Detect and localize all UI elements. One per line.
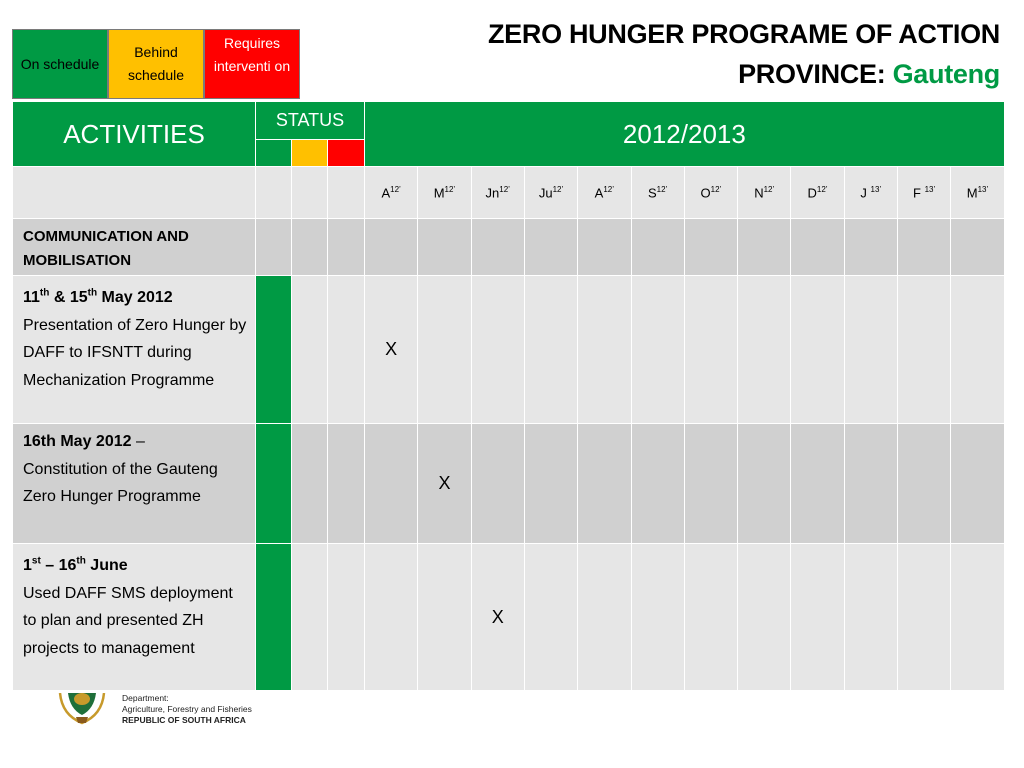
month-col-9 [844, 167, 897, 219]
month-label: O [700, 185, 711, 201]
month-cell [365, 544, 418, 691]
month-cell [844, 424, 897, 544]
month-cell [897, 544, 950, 691]
month-label: A [381, 185, 391, 201]
schedule-mark: X [365, 276, 418, 424]
month-cell [951, 424, 1004, 544]
coat-of-arms-icon [56, 693, 108, 727]
date-part: June [85, 557, 128, 575]
legend-requires-intervention-label: Requires interventi on [213, 35, 291, 74]
month-year: 12’ [390, 184, 401, 194]
month-cell [524, 219, 577, 276]
program-table [12, 101, 1005, 691]
status-cell [328, 544, 365, 691]
month-cell [578, 544, 631, 691]
month-col-7 [738, 167, 791, 219]
month-cell [684, 424, 737, 544]
date-part: & 15 [49, 289, 88, 307]
month-cell [578, 424, 631, 544]
month-cell [524, 544, 577, 691]
month-cell [738, 544, 791, 691]
month-year: 12’ [763, 184, 775, 194]
dept-line2: Agriculture, Forestry and Fisheries [122, 704, 252, 714]
status-header: STATUS [256, 102, 365, 140]
month-year: 13’ [977, 184, 989, 194]
month-cell [631, 544, 684, 691]
month-cell [791, 276, 844, 424]
activity-date [23, 289, 173, 306]
month-label: Jn [485, 185, 500, 201]
date-part: – [131, 433, 145, 450]
status-cell [292, 219, 328, 276]
month-cell [738, 219, 791, 276]
month-cell [418, 219, 471, 276]
status-cell [256, 167, 292, 219]
month-year: 13’ [924, 184, 936, 194]
month-col-11 [951, 167, 1004, 219]
status-cell [256, 219, 292, 276]
activity-description [13, 276, 256, 424]
legend-requires-intervention [204, 29, 300, 99]
month-cell [897, 424, 950, 544]
month-cell [951, 219, 1004, 276]
activity-row [13, 544, 1005, 691]
month-cell [791, 219, 844, 276]
months-row [13, 167, 1005, 219]
legend-behind-schedule-label: Behind schedule [127, 44, 185, 83]
month-year: 12’ [499, 184, 510, 194]
month-year: 12’ [444, 184, 456, 194]
month-cell [738, 424, 791, 544]
month-cell [578, 276, 631, 424]
status-cell [292, 424, 328, 544]
status-swatch-green [256, 140, 292, 167]
month-cell [471, 219, 524, 276]
status-swatch-amber [292, 140, 328, 167]
activity-text: Constitution of the Gauteng Zero Hunger Programme [23, 460, 218, 505]
status-on-schedule [256, 544, 292, 691]
month-col-8 [791, 167, 844, 219]
month-cell [951, 276, 1004, 424]
department-name [122, 693, 252, 726]
title-line2 [488, 54, 1000, 94]
months-row-label [13, 167, 256, 219]
month-year: 12’ [816, 184, 828, 194]
status-cell [292, 167, 328, 219]
month-cell [951, 544, 1004, 691]
month-year: 12’ [603, 184, 615, 194]
month-year: 12’ [656, 184, 668, 194]
month-cell [684, 544, 737, 691]
month-cell [791, 424, 844, 544]
month-label: M [966, 185, 978, 201]
dept-country: REPUBLIC OF SOUTH AFRICA [122, 715, 246, 725]
schedule-mark: X [418, 424, 471, 544]
province-label: PROVINCE: [738, 59, 893, 89]
month-cell [471, 424, 524, 544]
month-label: A [594, 185, 604, 201]
month-cell [418, 276, 471, 424]
month-cell [684, 219, 737, 276]
month-cell [631, 219, 684, 276]
month-cell [524, 424, 577, 544]
month-label: J [860, 185, 871, 201]
activity-description [13, 544, 256, 691]
month-col-3 [524, 167, 577, 219]
month-label: Ju [538, 185, 553, 201]
date-part: – 16 [40, 557, 77, 575]
date-part: 1 [23, 557, 32, 575]
department-logo [56, 693, 252, 727]
title-line1: ZERO HUNGER PROGRAME OF ACTION [487, 19, 1000, 49]
activity-date: 16th May 2012 [23, 433, 132, 450]
month-label: S [647, 185, 657, 201]
month-label: D [807, 185, 817, 201]
month-col-5 [631, 167, 684, 219]
month-cell [631, 424, 684, 544]
activity-description [13, 424, 256, 544]
month-cell [365, 219, 418, 276]
status-cell [328, 219, 365, 276]
month-cell [844, 544, 897, 691]
month-col-4 [578, 167, 631, 219]
month-col-6 [684, 167, 737, 219]
month-cell [684, 276, 737, 424]
month-cell [578, 219, 631, 276]
month-cell [738, 276, 791, 424]
date-sup: th [39, 288, 50, 299]
section-row [13, 219, 1005, 276]
month-cell [897, 219, 950, 276]
month-cell [631, 276, 684, 424]
activity-date [23, 557, 128, 574]
legend-on-schedule [12, 29, 108, 99]
status-on-schedule [256, 276, 292, 424]
month-year: 12’ [710, 184, 722, 194]
status-cell [328, 424, 365, 544]
activities-header: ACTIVITIES [13, 102, 256, 167]
month-col-10 [897, 167, 950, 219]
month-cell [365, 424, 418, 544]
province-value: Gauteng [892, 59, 1000, 89]
month-label: M [433, 185, 445, 201]
date-part: 11 [23, 289, 40, 307]
month-year: 13’ [870, 184, 882, 194]
activity-row [13, 276, 1005, 424]
section-title: COMMUNICATION AND MOBILISATION [13, 219, 256, 276]
period-header: 2012/2013 [365, 102, 1005, 167]
status-cell [328, 167, 365, 219]
status-cell [292, 276, 328, 424]
month-col-1 [418, 167, 471, 219]
activity-text: Used DAFF SMS deployment to plan and presented ZH projects to management [23, 584, 233, 657]
schedule-mark: X [471, 544, 524, 691]
month-cell [418, 544, 471, 691]
month-label: N [754, 185, 764, 201]
status-legend [12, 29, 300, 99]
date-sup: th [76, 556, 86, 567]
status-swatch-red [328, 140, 365, 167]
date-sup: th [87, 288, 98, 299]
status-on-schedule [256, 424, 292, 544]
month-cell [844, 219, 897, 276]
date-sup: st [31, 556, 41, 567]
date-part: May 2012 [97, 289, 173, 307]
month-cell [791, 544, 844, 691]
month-cell [471, 276, 524, 424]
month-cell [897, 276, 950, 424]
status-cell [328, 276, 365, 424]
page-title [488, 14, 1000, 94]
dept-line1: Department: [122, 693, 169, 703]
status-cell [292, 544, 328, 691]
month-col-0 [365, 167, 418, 219]
month-col-2 [471, 167, 524, 219]
month-year: 12’ [552, 184, 564, 194]
activity-text: Presentation of Zero Hunger by DAFF to IFSNTT during Mechanization Programme [23, 316, 247, 389]
month-cell [844, 276, 897, 424]
legend-on-schedule-label: On schedule [20, 55, 100, 72]
activity-row [13, 424, 1005, 544]
month-label: F [913, 185, 925, 201]
legend-behind-schedule [108, 29, 204, 99]
month-cell [524, 276, 577, 424]
